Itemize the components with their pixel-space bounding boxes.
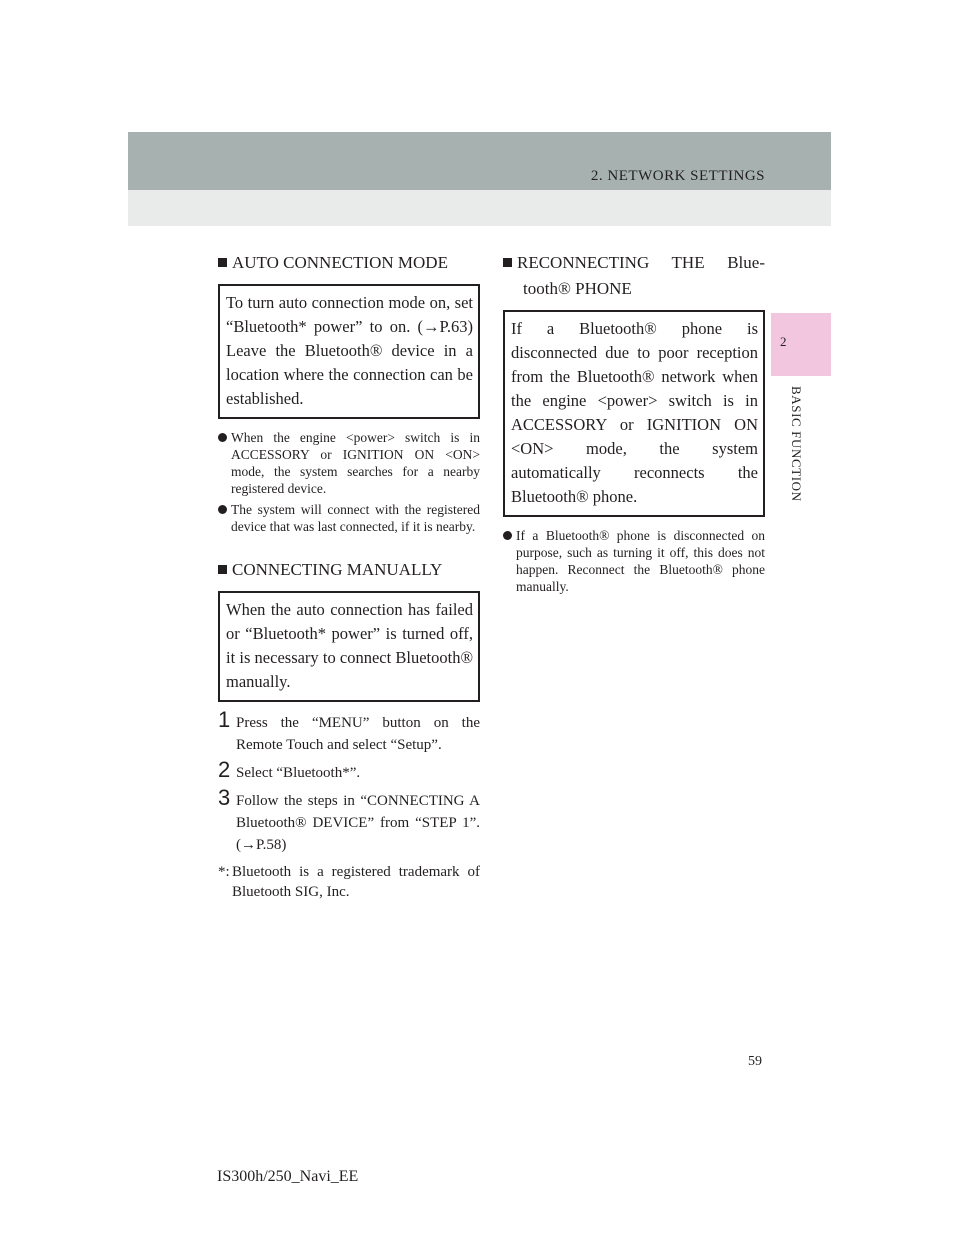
info-box-auto: To turn auto connection mode on, set “Bluetooth* power” to on. (→P.63) Leave the Bluetooth® device in a location where the connection can be established. — [218, 284, 480, 419]
list-item: If a Bluetooth® phone is disconnected on purpose, such as turning it off, this does not happen. Reconnect the Bluetooth® phone manually. — [503, 527, 765, 595]
square-bullet-icon — [218, 565, 227, 574]
heading-auto-connection: AUTO CONNECTION MODE — [218, 250, 480, 276]
info-box-manual: When the auto connection has failed or “Bluetooth* power” is turned off, it is necessary to connect Bluetooth® manually. — [218, 591, 480, 702]
footnote: *: Bluetooth is a registered trademark of Bluetooth SIG, Inc. — [218, 864, 480, 900]
step-item: 2 Select “Bluetooth*”. — [218, 757, 361, 782]
right-column — [503, 250, 765, 599]
bullet-dot-icon — [218, 505, 227, 514]
bullet-dot-icon — [218, 433, 227, 442]
square-bullet-icon — [218, 258, 227, 267]
chapter-label: BASIC FUNCTION — [789, 386, 804, 502]
page-number: 59 — [748, 1054, 762, 1069]
model-code: IS300h/250_Navi_EE — [217, 1168, 359, 1185]
section-title: 2. NETWORK SETTINGS — [590, 168, 765, 184]
left-column — [218, 250, 480, 902]
info-box-reconnect: If a Bluetooth® phone is disconnected due to poor reception from the Bluetooth® network when the engine <power> switch is in ACCESSORY or IGNITION ON <ON> mode, the system automatically reconnects the Bluetooth® phone. — [503, 310, 765, 517]
header-subband — [128, 190, 831, 226]
step-item: 1 Press the “MENU” button on the Remote Touch and select “Setup”. — [218, 707, 480, 753]
chapter-number: 2 — [780, 334, 787, 349]
bullet-dot-icon — [503, 531, 512, 540]
step-item: 3 Follow the steps in “CONNECTING A Bluetooth® DEVICE” from “STEP 1”. (→P.58) — [218, 785, 480, 853]
heading-connecting-manually: CONNECTING MANUALLY — [218, 557, 480, 583]
list-item: When the engine <power> switch is in ACCESSORY or IGNITION ON <ON> mode, the system searches for a nearby registered device. — [218, 429, 480, 497]
square-bullet-icon — [503, 258, 512, 267]
heading-reconnecting: RECONNECTING THE Blue- tooth® PHONE — [503, 250, 765, 302]
list-item: The system will connect with the registered device that was last connected, if it is nearby. — [218, 501, 480, 535]
